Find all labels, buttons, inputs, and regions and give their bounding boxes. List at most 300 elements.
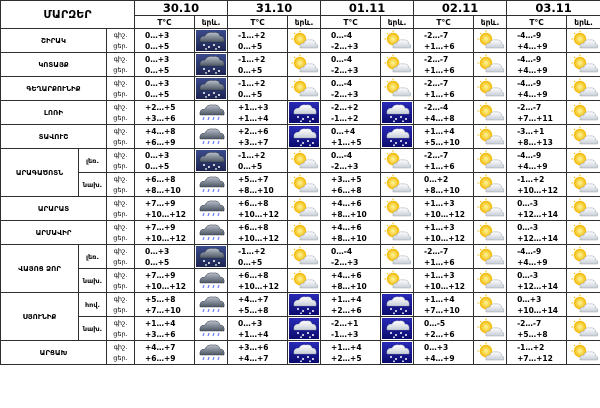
temperature-range: -2…+3 (331, 161, 359, 171)
temperature-range: +12…+14 (517, 281, 559, 291)
weather-icon-cell (381, 125, 414, 149)
time-of-day-label: գիշ. (113, 246, 128, 255)
temperature-cell (135, 149, 195, 173)
time-of-day-label: ցեր. (113, 329, 128, 338)
time-of-day-label: ցեր. (113, 137, 128, 146)
weather-icon-cell (567, 29, 600, 53)
icon-col-header: երև. (288, 16, 321, 29)
temperature-range: +8…+10 (331, 233, 367, 243)
weather-icon-cell (195, 125, 228, 149)
sun-cloud-icon (567, 78, 600, 99)
temperature-range: +10…+12 (238, 209, 279, 219)
table-row (1, 221, 600, 245)
temperature-cell (507, 293, 567, 317)
icon-col-header: երև. (381, 16, 414, 29)
sun-cloud-icon (474, 30, 506, 51)
temperature-range: +10…+12 (424, 281, 465, 291)
time-of-day-label: ցեր. (113, 353, 128, 362)
time-of-day-label: գիշ. (113, 126, 128, 135)
temperature-range: +4…+9 (424, 353, 455, 363)
temperature-cell (414, 149, 474, 173)
table-row (1, 149, 600, 173)
sun-cloud-icon (288, 54, 320, 75)
time-of-day-cell (107, 245, 135, 269)
temperature-range: -4…-9 (517, 54, 542, 64)
weather-icon-cell (195, 269, 228, 293)
temperature-range: +12…+14 (517, 209, 559, 219)
temperature-cell (228, 77, 288, 101)
weather-icon-cell (567, 341, 600, 365)
weather-icon-cell (381, 269, 414, 293)
temperature-range: +1…+3 (424, 270, 455, 280)
subregion-label: հով. (79, 293, 107, 317)
weather-icon-cell (288, 245, 321, 269)
rain-cloud-icon (195, 126, 227, 147)
snow-cloud-icon (195, 30, 227, 51)
snow-cloud-icon (195, 54, 227, 75)
time-of-day-label: գիշ. (113, 270, 128, 279)
temperature-cell (321, 341, 381, 365)
temperature-range: -1…+2 (331, 113, 359, 123)
temperature-range: -2…-7 (424, 30, 449, 40)
sun-cloud-icon (288, 222, 320, 243)
sun-cloud-icon (474, 150, 506, 171)
weather-icon-cell (474, 293, 507, 317)
weather-icon-cell (567, 221, 600, 245)
sun-cloud-icon (381, 30, 413, 51)
temperature-range: +1…+3 (424, 222, 455, 232)
temperature-range: +3…+6 (238, 342, 269, 352)
temperature-range: +4…+7 (238, 294, 269, 304)
date-header: 31.10 (228, 1, 321, 16)
icon-col-header: երև. (474, 16, 507, 29)
temperature-range: +1…+4 (145, 318, 176, 328)
temperature-cell (321, 197, 381, 221)
temperature-range: +1…+4 (331, 294, 362, 304)
weather-icon-cell (381, 29, 414, 53)
weather-icon-cell (195, 101, 228, 125)
temperature-cell (414, 197, 474, 221)
temperature-range: -2…-4 (424, 102, 449, 112)
temperature-range: -4…-9 (517, 150, 542, 160)
temperature-cell (414, 173, 474, 197)
subregion-label: լեռ. (79, 245, 107, 269)
temperature-range: 0…-3 (517, 270, 539, 280)
sun-cloud-icon (474, 198, 506, 219)
temperature-range: 0…+3 (145, 54, 170, 64)
time-of-day-label: գիշ. (113, 174, 128, 183)
temperature-cell (228, 197, 288, 221)
temperature-cell (507, 317, 567, 341)
rain-cloud-icon (195, 342, 227, 363)
snow-night-icon (381, 126, 413, 147)
weather-icon-cell (381, 53, 414, 77)
temperature-cell (414, 101, 474, 125)
temperature-range: +1…+3 (424, 198, 455, 208)
weather-icon-cell (195, 53, 228, 77)
sun-cloud-icon (381, 270, 413, 291)
snow-night-icon (288, 342, 320, 363)
temperature-range: +10…+14 (517, 305, 559, 315)
temperature-range: +4…+7 (238, 353, 269, 363)
temperature-cell (321, 149, 381, 173)
temp-col-header: T°C (507, 16, 567, 29)
temperature-range: +7…+9 (145, 222, 176, 232)
time-of-day-label: գիշ. (113, 78, 128, 87)
weather-icon-cell (288, 197, 321, 221)
temperature-cell (507, 77, 567, 101)
sun-cloud-icon (567, 30, 600, 51)
temperature-cell (414, 293, 474, 317)
snow-night-icon (288, 294, 320, 315)
temperature-range: -3…+1 (517, 126, 545, 136)
temperature-cell (507, 221, 567, 245)
weather-icon-cell (195, 77, 228, 101)
temperature-cell (135, 341, 195, 365)
temperature-cell (414, 53, 474, 77)
weather-icon-cell (288, 317, 321, 341)
temperature-range: +10…+12 (517, 185, 559, 195)
temperature-range: +7…+9 (145, 270, 176, 280)
snow-cloud-icon (195, 78, 227, 99)
table-row (1, 293, 600, 317)
temperature-cell (135, 269, 195, 293)
subregion-label: նախ. (79, 317, 107, 341)
time-of-day-label: ցեր. (113, 233, 128, 242)
snow-night-icon (381, 342, 413, 363)
time-of-day-label: ցեր. (113, 257, 128, 266)
temperature-range: 0…+5 (145, 65, 170, 75)
temperature-range: -1…+2 (238, 78, 266, 88)
temperature-cell (507, 53, 567, 77)
temperature-range: -2…-7 (517, 102, 542, 112)
table-row (1, 269, 600, 293)
time-of-day-label: ցեր. (113, 41, 128, 50)
temperature-cell (507, 197, 567, 221)
temperature-range: -2…+3 (331, 41, 359, 51)
temperature-range: 0…+5 (238, 161, 263, 171)
temperature-range: 0…+5 (238, 257, 263, 267)
temperature-range: -2…+3 (331, 65, 359, 75)
time-of-day-cell (107, 29, 135, 53)
weather-icon-cell (195, 317, 228, 341)
temperature-range: +6…+8 (238, 222, 269, 232)
snow-night-icon (381, 318, 413, 339)
weather-icon-cell (288, 173, 321, 197)
weather-icon-cell (567, 269, 600, 293)
rain-cloud-icon (195, 294, 227, 315)
time-of-day-label: գիշ. (113, 342, 128, 351)
weather-icon-cell (474, 101, 507, 125)
weather-icon-cell (381, 149, 414, 173)
weather-icon-cell (474, 77, 507, 101)
rain-cloud-icon (195, 270, 227, 291)
weather-icon-cell (474, 341, 507, 365)
sun-cloud-icon (474, 318, 506, 339)
temperature-cell (507, 125, 567, 149)
temperature-cell (321, 269, 381, 293)
weather-icon-cell (567, 125, 600, 149)
snow-night-icon (288, 102, 320, 123)
date-header: 03.11 (507, 1, 600, 16)
table-title: ՄԱՐԶԵՐ (1, 1, 135, 29)
weather-icon-cell (288, 125, 321, 149)
temperature-range: +6…+9 (145, 353, 176, 363)
weather-icon-cell (567, 149, 600, 173)
temperature-range: +3…+6 (145, 329, 176, 339)
temperature-cell (321, 29, 381, 53)
temperature-range: +1…+4 (238, 113, 269, 123)
temperature-cell (228, 29, 288, 53)
sun-cloud-icon (474, 342, 506, 363)
temperature-cell (135, 125, 195, 149)
temperature-cell (321, 221, 381, 245)
temperature-range: +10…+12 (145, 209, 186, 219)
temperature-range: -1…+3 (331, 329, 359, 339)
temperature-cell (228, 317, 288, 341)
temperature-cell (414, 221, 474, 245)
weather-icon-cell (474, 221, 507, 245)
weather-icon-cell (381, 245, 414, 269)
temperature-cell (321, 77, 381, 101)
weather-icon-cell (195, 341, 228, 365)
time-of-day-label: ցեր. (113, 305, 128, 314)
sun-cloud-icon (381, 222, 413, 243)
weather-icon-cell (567, 245, 600, 269)
region-name: ՎԱՅՈՑ ՁՈՐ (1, 245, 79, 293)
time-of-day-label: գիշ. (113, 198, 128, 207)
sun-cloud-icon (381, 54, 413, 75)
temperature-range: 0…+3 (145, 30, 170, 40)
temperature-range: +7…+10 (145, 305, 181, 315)
sun-cloud-icon (474, 246, 506, 267)
temperature-range: +5…+7 (238, 174, 269, 184)
weather-icon-cell (288, 101, 321, 125)
temperature-range: 0…+2 (424, 174, 449, 184)
icon-col-header: երև. (195, 16, 228, 29)
region-name: ՍՅՈՒՆԻՔ (1, 293, 79, 341)
snow-night-icon (381, 102, 413, 123)
weather-icon-cell (288, 221, 321, 245)
temperature-range: +6…+8 (238, 270, 269, 280)
temperature-range: +10…+12 (424, 233, 465, 243)
date-header: 30.10 (135, 1, 228, 16)
temperature-cell (507, 101, 567, 125)
temp-col-header: T°C (228, 16, 288, 29)
rain-cloud-icon (195, 222, 227, 243)
weather-icon-cell (195, 149, 228, 173)
weather-icon-cell (195, 173, 228, 197)
sun-cloud-icon (567, 54, 600, 75)
sun-cloud-icon (288, 270, 320, 291)
time-of-day-cell (107, 101, 135, 125)
sun-cloud-icon (381, 246, 413, 267)
sun-cloud-icon (567, 294, 600, 315)
table-row (1, 125, 600, 149)
sun-cloud-icon (567, 126, 600, 147)
sun-cloud-icon (567, 102, 600, 123)
temperature-cell (228, 221, 288, 245)
subregion-label: նախ. (79, 173, 107, 197)
rain-cloud-icon (195, 102, 227, 123)
temperature-cell (507, 173, 567, 197)
temperature-cell (228, 53, 288, 77)
snow-night-icon (288, 318, 320, 339)
table-row (1, 101, 600, 125)
temperature-cell (135, 173, 195, 197)
table-row (1, 197, 600, 221)
temperature-cell (135, 77, 195, 101)
temperature-range: 0…+3 (145, 246, 170, 256)
table-row (1, 77, 600, 101)
temperature-range: 0…+3 (424, 342, 449, 352)
weather-icon-cell (381, 197, 414, 221)
temperature-range: 0…-4 (331, 150, 353, 160)
weather-icon-cell (381, 101, 414, 125)
temperature-cell (414, 269, 474, 293)
time-of-day-cell (107, 341, 135, 365)
temperature-cell (321, 245, 381, 269)
time-of-day-label: գիշ. (113, 318, 128, 327)
time-of-day-cell (107, 317, 135, 341)
temperature-range: 0…-4 (331, 30, 353, 40)
weather-icon-cell (474, 53, 507, 77)
weather-icon-cell (474, 245, 507, 269)
time-of-day-label: գիշ. (113, 150, 128, 159)
temperature-cell (414, 29, 474, 53)
weather-icon-cell (195, 197, 228, 221)
temperature-range: +1…+6 (424, 41, 455, 51)
forecast-body (1, 29, 600, 365)
temperature-cell (135, 221, 195, 245)
temperature-range: -2…-7 (424, 150, 449, 160)
time-of-day-cell (107, 293, 135, 317)
temperature-range: +3…+5 (331, 174, 362, 184)
temperature-range: +10…+12 (238, 281, 279, 291)
temperature-range: +4…+9 (517, 161, 548, 171)
time-of-day-cell (107, 125, 135, 149)
temperature-range: +4…+8 (424, 113, 455, 123)
temperature-cell (321, 317, 381, 341)
region-name: ԳԵՂԱՐՔՈՒՆԻՔ (1, 77, 107, 101)
temperature-range: +4…+6 (331, 270, 362, 280)
weather-icon-cell (567, 197, 600, 221)
temperature-range: -2…+1 (331, 318, 359, 328)
region-name: ՏԱՎՈՒՇ (1, 125, 107, 149)
temperature-cell (414, 125, 474, 149)
sun-cloud-icon (288, 78, 320, 99)
weather-icon-cell (195, 293, 228, 317)
sun-cloud-icon (567, 342, 600, 363)
temperature-range: +4…+9 (517, 89, 548, 99)
temperature-cell (228, 269, 288, 293)
time-of-day-cell (107, 77, 135, 101)
region-name: ՇԻՐԱԿ (1, 29, 107, 53)
temperature-range: +6…+9 (145, 137, 176, 147)
rain-cloud-icon (195, 318, 227, 339)
sun-cloud-icon (567, 150, 600, 171)
weather-icon-cell (195, 29, 228, 53)
weather-icon-cell (474, 317, 507, 341)
weather-icon-cell (567, 173, 600, 197)
rain-cloud-icon (195, 198, 227, 219)
temperature-cell (321, 173, 381, 197)
temperature-range: +10…+12 (238, 233, 279, 243)
time-of-day-label: ցեր. (113, 281, 128, 290)
temperature-range: -4…-9 (517, 30, 542, 40)
weather-icon-cell (288, 29, 321, 53)
weather-icon-cell (567, 293, 600, 317)
temperature-range: 0…+5 (238, 65, 263, 75)
region-name: ԱՐՄԱՎԻՐ (1, 221, 107, 245)
weather-icon-cell (381, 173, 414, 197)
time-of-day-label: գիշ. (113, 30, 128, 39)
temperature-range: +1…+6 (424, 257, 455, 267)
temperature-cell (228, 173, 288, 197)
weather-icon-cell (567, 53, 600, 77)
temperature-range: 0…+3 (238, 318, 263, 328)
date-header: 01.11 (321, 1, 414, 16)
temperature-range: +1…+6 (424, 161, 455, 171)
region-name: ԼՈՌԻ (1, 101, 107, 125)
weather-icon-cell (195, 245, 228, 269)
sun-cloud-icon (288, 246, 320, 267)
time-of-day-cell (107, 173, 135, 197)
time-of-day-cell (107, 269, 135, 293)
temperature-range: +1…+3 (238, 102, 269, 112)
temperature-cell (228, 293, 288, 317)
temperature-range: +2…+5 (145, 102, 176, 112)
temperature-range: +2…+6 (238, 126, 269, 136)
weather-icon-cell (381, 77, 414, 101)
temperature-range: -1…+2 (238, 246, 266, 256)
time-of-day-label: ցեր. (113, 209, 128, 218)
time-of-day-cell (107, 197, 135, 221)
temperature-cell (507, 269, 567, 293)
sun-cloud-icon (381, 198, 413, 219)
temperature-range: +7…+10 (424, 305, 460, 315)
sun-cloud-icon (288, 198, 320, 219)
temperature-range: +12…+14 (517, 233, 559, 243)
weather-icon-cell (288, 53, 321, 77)
sun-cloud-icon (474, 222, 506, 243)
sun-cloud-icon (567, 222, 600, 243)
sun-cloud-icon (567, 246, 600, 267)
temp-col-header: T°C (414, 16, 474, 29)
rain-cloud-icon (195, 174, 227, 195)
table-row (1, 245, 600, 269)
temperature-range: 0…-4 (331, 246, 353, 256)
temperature-cell (321, 53, 381, 77)
temperature-range: -2…-7 (517, 318, 542, 328)
temperature-range: +8…+10 (424, 185, 460, 195)
temperature-cell (228, 101, 288, 125)
temperature-range: -4…-9 (517, 246, 542, 256)
sun-cloud-icon (381, 150, 413, 171)
weather-icon-cell (381, 221, 414, 245)
sun-cloud-icon (567, 270, 600, 291)
temperature-range: +2…+6 (424, 329, 455, 339)
temperature-range: 0…-4 (331, 78, 353, 88)
temperature-cell (414, 341, 474, 365)
time-of-day-label: ցեր. (113, 65, 128, 74)
weather-icon-cell (474, 125, 507, 149)
sun-cloud-icon (288, 174, 320, 195)
temperature-range: 0…+4 (331, 126, 356, 136)
temperature-range: -1…+2 (517, 342, 545, 352)
sun-cloud-icon (474, 174, 506, 195)
temperature-cell (414, 245, 474, 269)
